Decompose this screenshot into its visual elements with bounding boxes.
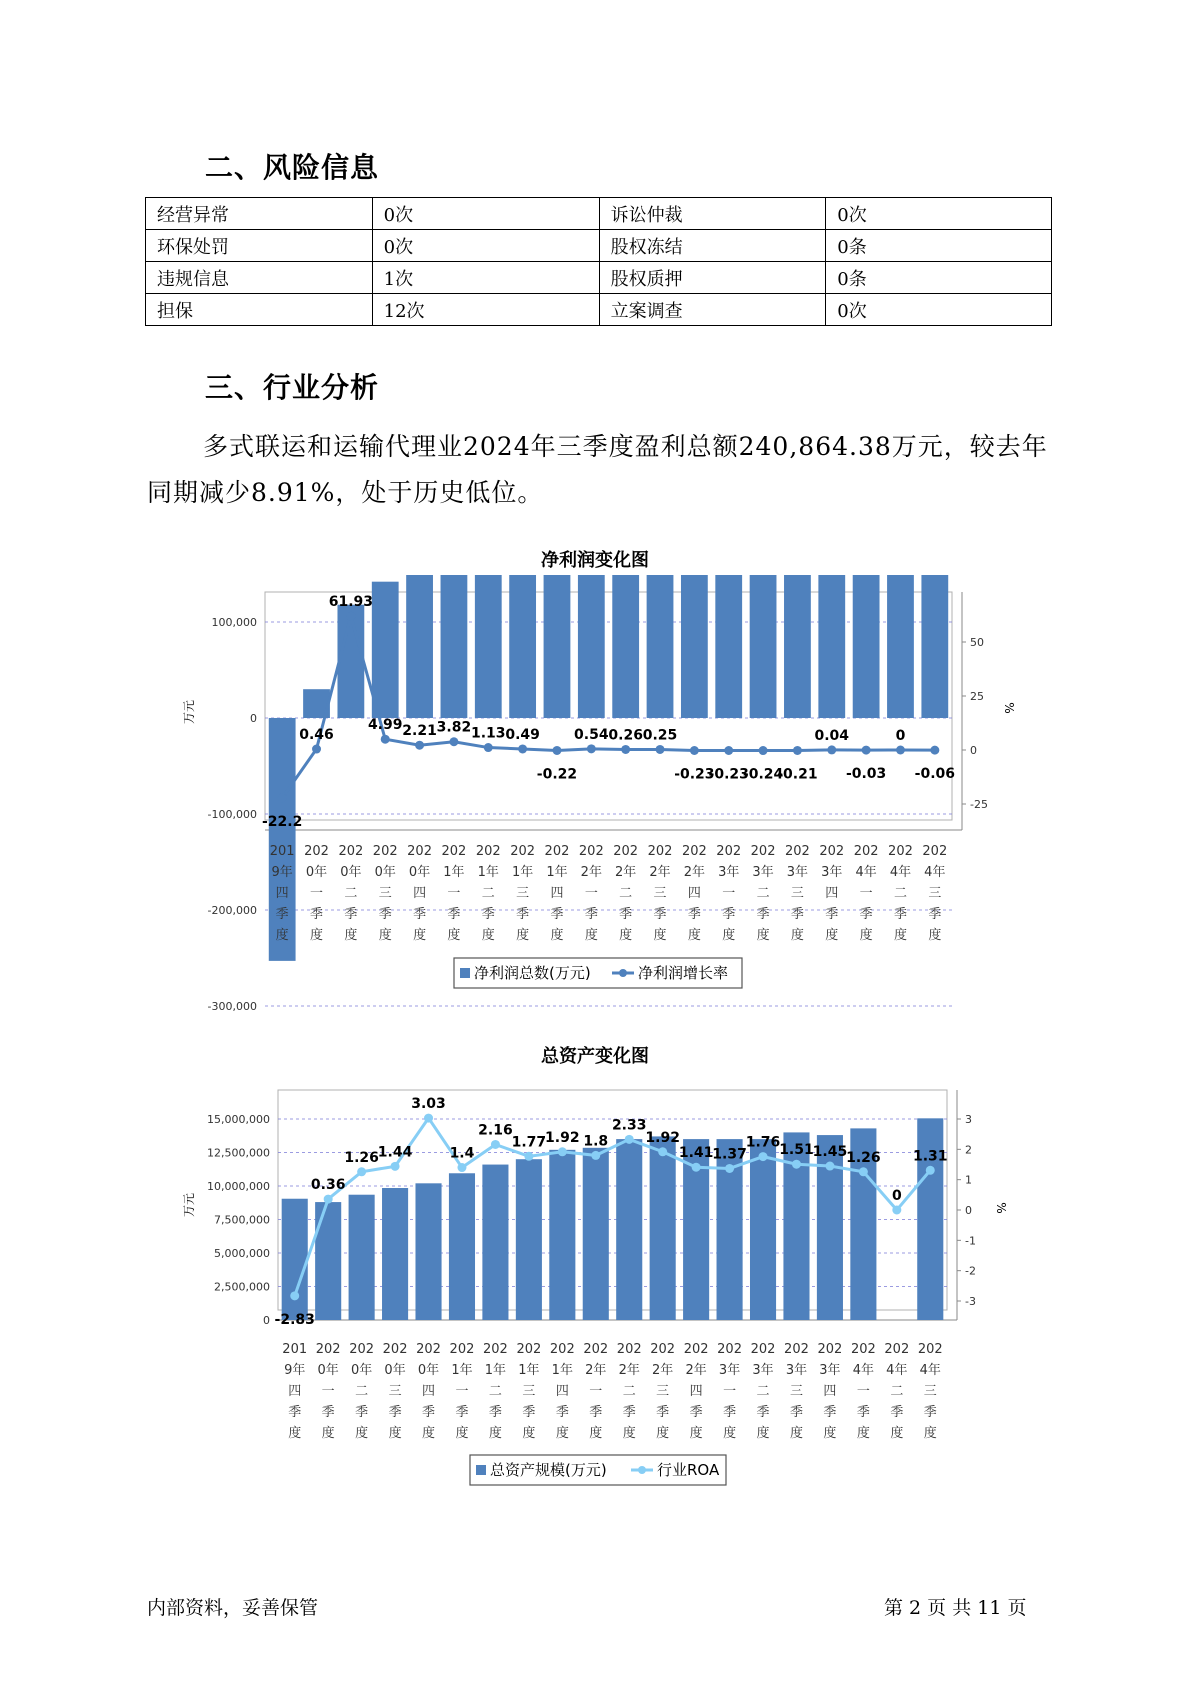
- point-label: -0.06: [914, 766, 956, 783]
- line-point: [591, 1151, 600, 1160]
- y-axis-title: 万元: [182, 699, 196, 725]
- risk-item-label: 担保: [146, 294, 373, 326]
- line-point: [491, 1140, 500, 1149]
- line-point: [524, 1152, 533, 1161]
- line-point: [346, 612, 355, 621]
- point-label: 1.44: [377, 1144, 413, 1161]
- line-point: [391, 1162, 400, 1171]
- line-point: [312, 745, 321, 754]
- point-label: -0.21: [777, 766, 818, 783]
- bar: [282, 1199, 308, 1320]
- chart-title-total-assets: 总资产变化图: [541, 1046, 649, 1067]
- line-point: [625, 1135, 634, 1144]
- line-point: [792, 1160, 801, 1169]
- y-tick-label: 100,000: [211, 616, 257, 629]
- y-tick-label: 0: [263, 1314, 270, 1327]
- category-label: 202 4年二季度: [884, 1342, 910, 1441]
- legend-swatch-dot: [619, 969, 627, 977]
- category-label: 202 0年一季度: [304, 844, 329, 943]
- point-label: 1.77: [511, 1134, 547, 1151]
- point-label: -0.24: [742, 766, 784, 783]
- y-tick-label: 10,000,000: [207, 1180, 270, 1193]
- point-label: 0.54: [574, 726, 609, 743]
- risk-item-label: 股权质押: [599, 262, 826, 294]
- bar: [612, 575, 639, 718]
- bar: [650, 1136, 676, 1320]
- bar: [482, 1165, 508, 1320]
- category-label: 202 3年三季度: [784, 1342, 809, 1441]
- point-label: 1.13: [471, 725, 506, 742]
- category-label: 202 4年一季度: [853, 844, 879, 943]
- category-label: 202 3年一季度: [717, 1342, 742, 1441]
- line-point: [290, 1291, 299, 1300]
- y-tick-label: 7,500,000: [214, 1213, 270, 1227]
- bar: [681, 575, 708, 718]
- risk-table-row: [146, 230, 1052, 262]
- y2-tick-label: 0: [970, 744, 977, 757]
- category-label: 202 2年二季度: [613, 844, 639, 943]
- line-point: [926, 1166, 935, 1175]
- y2-tick-label: 50: [970, 636, 984, 649]
- category-label: 202 1年三季度: [516, 1342, 542, 1441]
- y2-tick-label: 1: [965, 1173, 972, 1187]
- bar: [647, 575, 674, 718]
- category-label: 202 3年四季度: [817, 1342, 843, 1441]
- line-point: [725, 1164, 734, 1173]
- point-label: 1.92: [645, 1129, 680, 1146]
- risk-item-label: 股权冻结: [599, 230, 826, 262]
- section-heading-risk: 二、风险信息: [205, 151, 380, 184]
- bar: [449, 1173, 475, 1320]
- category-label: 202 1年三季度: [510, 844, 536, 943]
- y-tick-label: 0: [250, 712, 257, 725]
- point-label: 0.46: [299, 727, 334, 744]
- category-label: 202 2年四季度: [681, 844, 707, 943]
- total-assets-chart: [0, 1070, 1191, 1550]
- y2-tick-label: -25: [970, 798, 988, 811]
- risk-item-value: 1次: [372, 262, 599, 294]
- point-label: 3.82: [436, 719, 472, 736]
- risk-item-value: 0次: [826, 198, 1052, 230]
- risk-info-table: [145, 197, 1052, 326]
- y2-tick-label: 0: [965, 1204, 972, 1217]
- risk-item-label: 经营异常: [146, 198, 373, 230]
- point-label: -22.2: [261, 813, 303, 830]
- point-label: 0.26: [608, 727, 643, 744]
- y-tick-label: 15,000,000: [207, 1113, 270, 1126]
- bar: [818, 575, 845, 718]
- legend-label-line: 行业ROA: [657, 1461, 720, 1479]
- y2-axis-title: %: [1002, 702, 1016, 714]
- point-label: 1.26: [846, 1149, 881, 1166]
- risk-item-label: 立案调查: [599, 294, 826, 326]
- bar: [372, 582, 399, 718]
- bar: [887, 575, 914, 718]
- category-label: 202 4年三季度: [922, 844, 948, 943]
- legend-label-bar: 净利润总数(万元): [474, 964, 591, 982]
- category-label: 202 0年二季度: [338, 844, 364, 943]
- line-point: [278, 793, 287, 802]
- line-point: [724, 746, 733, 755]
- category-label: 202 0年一季度: [315, 1342, 341, 1441]
- category-label: 202 3年四季度: [819, 844, 845, 943]
- legend-swatch-bar: [476, 1465, 486, 1475]
- category-label: 202 3年二季度: [750, 844, 776, 943]
- category-label: 202 1年四季度: [544, 844, 570, 943]
- line-point: [759, 746, 768, 755]
- y-tick-label: -300,000: [207, 1000, 257, 1013]
- legend-label-line: 净利润增长率: [638, 964, 729, 982]
- line-point: [930, 746, 939, 755]
- line-point: [862, 746, 871, 755]
- bar: [583, 1148, 609, 1320]
- point-label: 2.21: [402, 723, 437, 740]
- footer-page-number: 第 2 页 共 11 页: [884, 1597, 1027, 1619]
- point-label: 4.99: [367, 717, 403, 734]
- risk-item-value: 0次: [826, 294, 1052, 326]
- point-label: 1.31: [913, 1148, 948, 1165]
- plot-area: [265, 592, 952, 820]
- category-label: 202 2年一季度: [583, 1342, 609, 1441]
- point-label: 1.26: [344, 1149, 379, 1166]
- category-label: 202 0年二季度: [349, 1342, 375, 1441]
- chart-title-net-profit: 净利润变化图: [541, 550, 649, 571]
- bar: [750, 1139, 776, 1320]
- point-label: 0.25: [642, 727, 678, 744]
- point-label: 2.16: [478, 1122, 513, 1139]
- category-label: 202 2年三季度: [650, 1342, 676, 1441]
- point-label: 1.76: [745, 1134, 781, 1151]
- y2-tick-label: 3: [965, 1113, 972, 1126]
- risk-item-label: 违规信息: [146, 262, 373, 294]
- line-point: [424, 1114, 433, 1123]
- category-label: 202 4年三季度: [917, 1342, 943, 1441]
- bar: [750, 575, 777, 718]
- category-label: 201 9年四季度: [269, 844, 295, 943]
- line-point: [896, 746, 905, 755]
- category-label: 202 4年二季度: [888, 844, 913, 943]
- industry-paragraph-text: 多式联运和运输代理业2024年三季度盈利总额240,864.38万元，较去年同期减少8.91%，处于历史低位。: [147, 432, 1048, 507]
- line-point: [759, 1152, 768, 1161]
- category-label: 202 1年四季度: [549, 1342, 575, 1441]
- bar: [415, 1183, 441, 1320]
- line-point: [658, 1147, 667, 1156]
- point-label: 1.8: [583, 1133, 609, 1150]
- net-profit-chart: [0, 575, 1191, 1055]
- risk-item-value: 0次: [372, 230, 599, 262]
- line-point: [692, 1163, 701, 1172]
- bar: [715, 575, 742, 718]
- section-heading-industry: 三、行业分析: [205, 371, 380, 404]
- risk-item-value: 0条: [826, 262, 1052, 294]
- y-tick-label: -200,000: [207, 904, 257, 917]
- bar: [578, 575, 605, 718]
- point-label: 1.41: [678, 1145, 714, 1162]
- line-point: [357, 1167, 366, 1176]
- point-label: 0.36: [310, 1177, 346, 1194]
- category-label: 201 9年四季度: [282, 1342, 308, 1441]
- bar: [509, 575, 536, 718]
- line-point: [825, 1162, 834, 1171]
- point-label: -0.23: [674, 766, 715, 783]
- category-label: 202 2年三季度: [647, 844, 673, 943]
- bar: [441, 575, 468, 718]
- risk-item-label: 诉讼仲裁: [599, 198, 826, 230]
- point-label: -0.03: [845, 766, 887, 783]
- category-label: 202 1年二季度: [475, 844, 501, 943]
- line-point: [381, 735, 390, 744]
- category-label: 202 1年二季度: [483, 1342, 508, 1441]
- line-point: [892, 1206, 901, 1215]
- point-label: 2.33: [611, 1117, 647, 1134]
- y-tick-label: 5,000,000: [214, 1247, 270, 1260]
- line-point: [324, 1195, 333, 1204]
- point-label: 1.37: [712, 1146, 747, 1163]
- risk-item-value: 0条: [826, 230, 1052, 262]
- category-label: 202 2年一季度: [578, 844, 604, 943]
- line-point: [859, 1167, 868, 1176]
- y2-tick-label: 25: [970, 690, 984, 703]
- line-point: [558, 1147, 567, 1156]
- point-label: 1.45: [812, 1144, 848, 1161]
- bar: [315, 1202, 341, 1320]
- category-label: 202 1年一季度: [449, 1342, 475, 1441]
- line-point: [793, 746, 802, 755]
- category-label: 202 3年一季度: [716, 844, 742, 943]
- y2-axis-title: %: [994, 1202, 1008, 1214]
- point-label: 1.51: [779, 1142, 814, 1159]
- bar: [616, 1139, 642, 1320]
- point-label: -0.22: [536, 766, 578, 783]
- point-label: 3.03: [411, 1096, 446, 1113]
- bar: [784, 575, 811, 718]
- legend-swatch-dot: [638, 1466, 646, 1474]
- line-point: [449, 737, 458, 746]
- line-point: [587, 744, 596, 753]
- point-label: 0.04: [814, 727, 850, 744]
- bar: [853, 575, 880, 718]
- legend-label-bar: 总资产规模(万元): [490, 1461, 607, 1479]
- category-label: 202 3年三季度: [785, 844, 810, 943]
- line-point: [827, 745, 836, 754]
- category-label: 202 0年三季度: [372, 844, 398, 943]
- y-tick-label: 12,500,000: [207, 1146, 270, 1160]
- risk-table-row: [146, 198, 1052, 230]
- bar: [544, 575, 571, 718]
- bar: [349, 1195, 375, 1320]
- point-label: 0: [895, 728, 906, 744]
- y2-tick-label: 2: [965, 1143, 972, 1157]
- point-label: 1.4: [449, 1145, 475, 1162]
- y2-tick-label: -1: [965, 1234, 976, 1248]
- y-tick-label: 2,500,000: [214, 1280, 270, 1294]
- category-label: 202 0年三季度: [382, 1342, 408, 1441]
- line-point: [415, 741, 424, 750]
- line-point: [656, 745, 665, 754]
- bar: [406, 575, 433, 718]
- legend-swatch-bar: [460, 968, 470, 978]
- footer-left: 内部资料，妥善保管: [147, 1597, 319, 1619]
- risk-table-row: [146, 294, 1052, 326]
- point-label: 1.92: [545, 1129, 580, 1146]
- bar: [382, 1188, 408, 1320]
- category-label: 202 1年一季度: [441, 844, 467, 943]
- risk-table-row: [146, 262, 1052, 294]
- risk-item-value: 12次: [372, 294, 599, 326]
- y2-tick-label: -3: [965, 1295, 976, 1308]
- y-tick-label: -100,000: [207, 808, 257, 821]
- bar: [475, 575, 502, 718]
- bar: [549, 1150, 575, 1320]
- y2-tick-label: -2: [965, 1264, 976, 1278]
- line-point: [552, 746, 561, 755]
- line-point: [457, 1163, 466, 1172]
- category-label: 202 2年二季度: [616, 1342, 642, 1441]
- category-label: 202 2年四季度: [683, 1342, 709, 1441]
- point-label: 61.93: [328, 594, 374, 611]
- category-label: 202 3年二季度: [750, 1342, 776, 1441]
- line-point: [621, 745, 630, 754]
- point-label: 0: [891, 1188, 902, 1204]
- risk-item-value: 0次: [372, 198, 599, 230]
- category-label: 202 0年四季度: [416, 1342, 441, 1441]
- point-label: -2.83: [274, 1311, 315, 1328]
- industry-paragraph: [147, 424, 1057, 516]
- bar: [921, 575, 948, 718]
- point-label: -0.23: [708, 766, 749, 783]
- category-label: 202 0年四季度: [407, 844, 432, 943]
- bar: [269, 718, 296, 961]
- point-label: 0.49: [505, 726, 540, 743]
- y-axis-title: 万元: [182, 1192, 196, 1218]
- bar: [516, 1159, 542, 1320]
- line-point: [484, 743, 493, 752]
- line-point: [690, 746, 699, 755]
- risk-item-label: 环保处罚: [146, 230, 373, 262]
- category-label: 202 4年一季度: [850, 1342, 876, 1441]
- line-point: [518, 744, 527, 753]
